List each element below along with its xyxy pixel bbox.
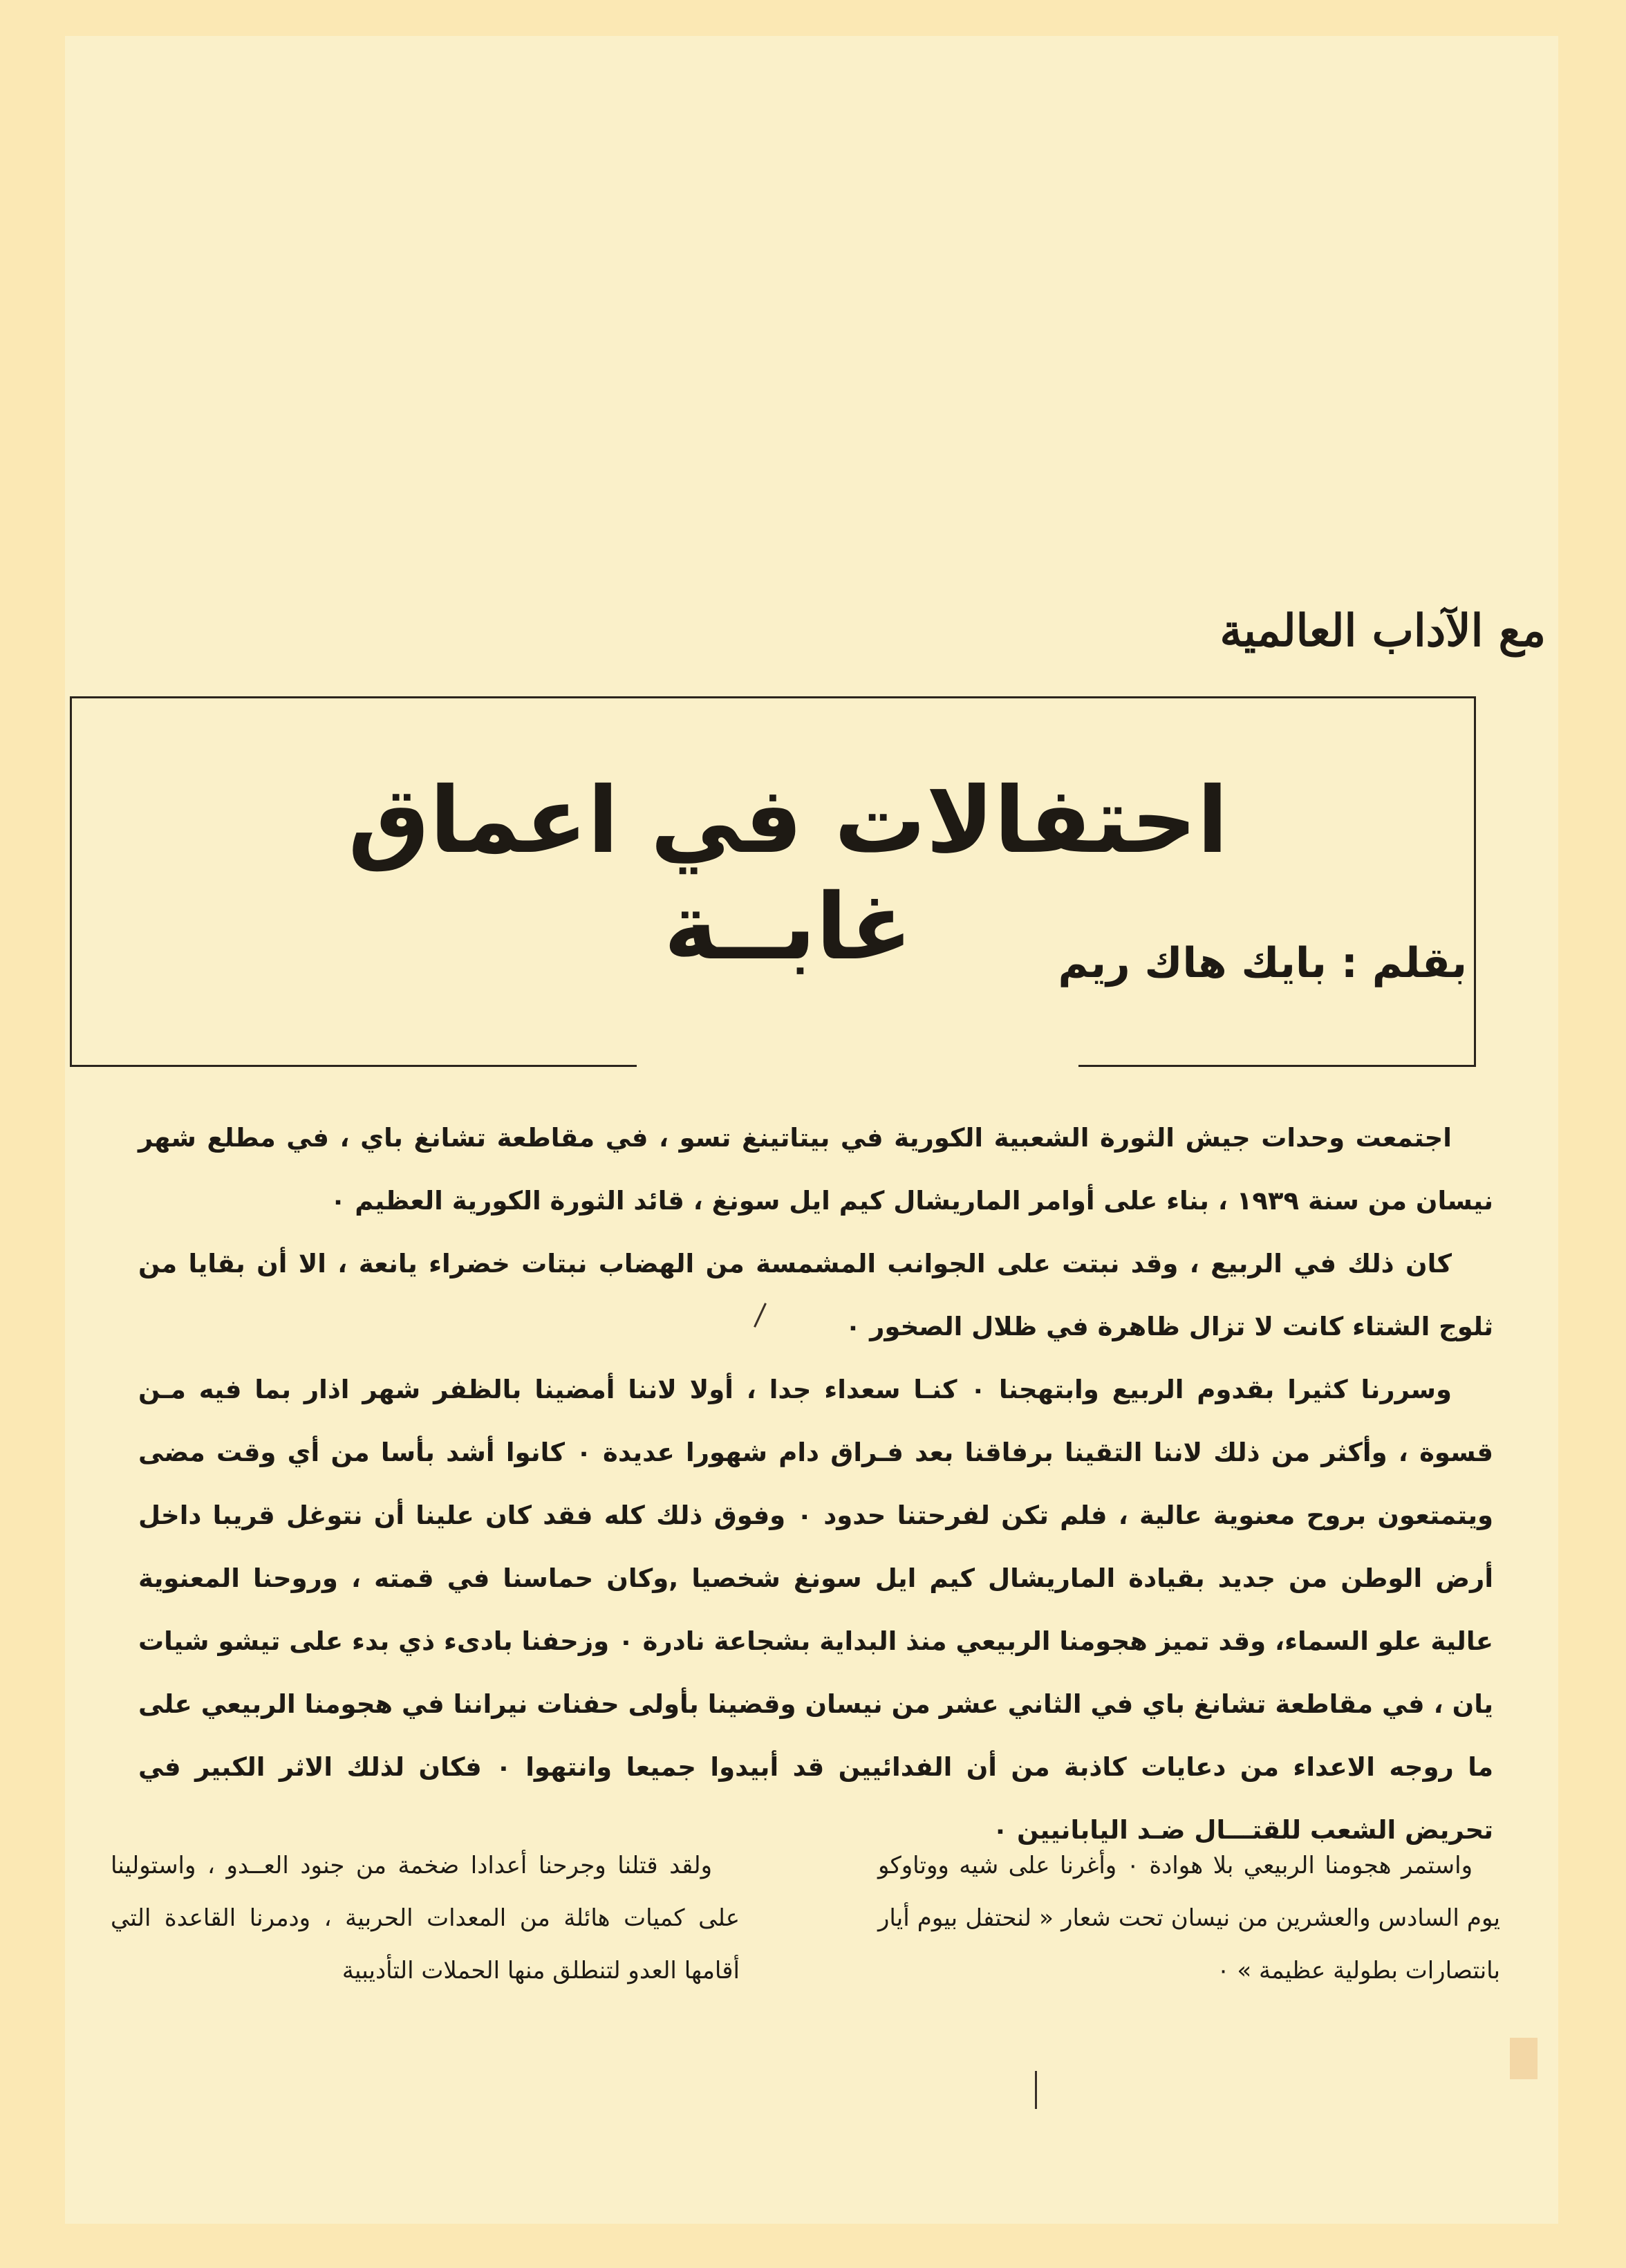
corner-patch — [1510, 2038, 1538, 2079]
left-column — [111, 1839, 740, 1997]
right-column — [878, 1839, 1500, 1997]
left-column-text: ولقد قتلنا وجرحنا أعدادا ضخمة من جنود العــدو ، واستولينا على كميات هائلة من المعدات الحربية ، ودمرنا القاعدة التي أقامها العدو لتنطلق منها الحملات التأديبية — [111, 1852, 740, 1984]
body-paragraph: اجتمعت وحدات جيش الثورة الشعبية الكورية في بيتاتينغ تسو ، في مقاطعة تشانغ باي ، في مطلع شهر نيسان من سنة ١٩٣٩ ، بناء على أوامر الماريشال كيم ايل سونغ ، قائد الثورة الكورية العظيم ٠ — [138, 1123, 1493, 1216]
title-frame-left-edge — [70, 696, 72, 1065]
section-label: مع الآداب العالمية — [1220, 605, 1546, 657]
margin-mark — [1035, 2071, 1037, 2109]
article-title: احتفالات في اعماق غابــة — [348, 768, 1228, 980]
body-paragraph: كان ذلك في الربيع ، وقد نبتت على الجوانب المشمسة من الهضاب نبتات خضراء يانعة ، الا أن بقايا من ثلوج الشتاء كانت لا تزال ظاهرة في ظلال الصخور ٠ — [138, 1249, 1493, 1341]
title-frame-bottom-right — [1078, 1065, 1476, 1067]
article-body — [138, 1106, 1493, 1861]
title-frame-bottom-left — [70, 1065, 637, 1067]
article-byline: بقلم : بايك هاك ريم — [1058, 939, 1467, 987]
body-paragraph: وسررنا كثيرا بقدوم الربيع وابتهجنا ٠ كنـا سعداء جدا ، أولا لاننا أمضينا بالظفر شهر اذار بما فيه مـن قسوة ، وأكثر من ذلك لاننا التقينا برفاقنا بعد فـراق دام شهورا عديدة ٠ كانوا أشد بأسا من أي وقت مضى ويتمتعون بروح معنوية عالية ، فلم تكن لفرحتنا حدود ٠ وفوق ذلك كله فقد كان علينا أن نتوغل قريبا داخل أرض الوطن من جديد بقيادة الماريشال كيم ايل سونغ شخصيا ,وكان حماسنا في قمته ، وروحنا المعنوية عالية علو السماء، وقد تميز هجومنا الربيعي منذ البداية بشجاعة نادرة ٠ وزحفنا بادىء ذي بدء على تيشو شيات يان ، في مقاطعة تشانغ باي في الثاني عشر من نيسان وقضينا بأولى حفنات نيراننا في هجومنا الربيعي على ما روجه الاعداء من دعايات كاذبة من أن الفدائيين قد أبيدوا جميعا وانتهوا ٠ فكان لذلك الاثر الكبير في تحريض الشعب للقتـــال ضـد اليابانيين ٠ — [138, 1375, 1493, 1845]
right-column-text: واستمر هجومنا الربيعي بلا هوادة ٠ وأغرنا على شيه ووتاوكو يوم السادس والعشرين من نيسان تحت شعار « لنحتفل بيوم أيار بانتصارات بطولية عظيمة » ٠ — [878, 1852, 1500, 1984]
